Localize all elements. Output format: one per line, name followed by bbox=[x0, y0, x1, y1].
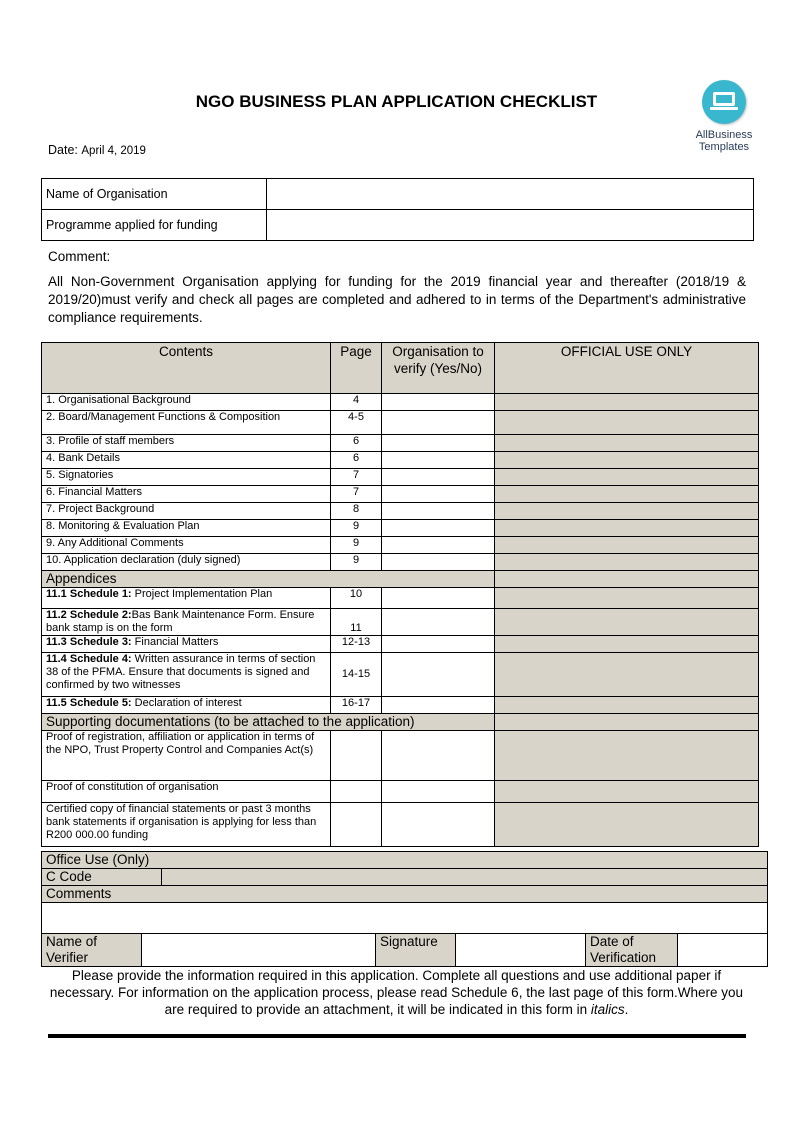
table-row bbox=[42, 636, 759, 653]
document-title: NGO BUSINESS PLAN APPLICATION CHECKLIST bbox=[195, 92, 598, 111]
footer-text-main: Please provide the information required in this application. Complete all questions and use additional paper if necessary. For information on the application process, please read Schedule 6, the last page of this form.Where you are required to provide an attachment, it will be indicated in this form in bbox=[49, 968, 744, 1017]
item-label: 3. Profile of staff members bbox=[42, 435, 331, 452]
item-official-cell bbox=[495, 653, 759, 697]
item-page: 4 bbox=[331, 394, 382, 411]
item-verify-cell[interactable] bbox=[382, 435, 495, 452]
item-official-cell bbox=[495, 486, 759, 503]
item-label: 2. Board/Management Functions & Composition bbox=[42, 411, 331, 435]
item-page: 10 bbox=[331, 588, 382, 609]
item-official-cell bbox=[495, 452, 759, 469]
item-official-cell bbox=[495, 714, 759, 731]
item-official-cell bbox=[495, 803, 759, 847]
item-page: 7 bbox=[331, 469, 382, 486]
item-official-cell bbox=[495, 520, 759, 537]
table-row bbox=[42, 781, 759, 803]
logo-line-1: AllBusiness bbox=[695, 129, 753, 141]
verification-date-field[interactable] bbox=[678, 934, 768, 967]
office-use-title: Office Use (Only) bbox=[42, 852, 768, 869]
bottom-divider bbox=[48, 1034, 746, 1038]
item-verify-cell[interactable] bbox=[382, 503, 495, 520]
item-official-cell bbox=[495, 697, 759, 714]
item-page: 7 bbox=[331, 486, 382, 503]
item-verify-cell[interactable] bbox=[382, 394, 495, 411]
header-official: OFFICIAL USE ONLY bbox=[495, 343, 759, 394]
signature-field[interactable] bbox=[456, 934, 586, 967]
item-verify-cell[interactable] bbox=[382, 731, 495, 781]
item-page: 6 bbox=[331, 435, 382, 452]
header-page: Page bbox=[331, 343, 382, 394]
item-page bbox=[331, 731, 382, 781]
item-page: 9 bbox=[331, 537, 382, 554]
item-official-cell bbox=[495, 411, 759, 435]
appendix-schedule: 11.4 Schedule 4: bbox=[46, 653, 132, 665]
ccode-label: C Code bbox=[42, 869, 162, 886]
appendices-label: Appendices bbox=[42, 571, 495, 588]
verifier-name-label: Name of Verifier bbox=[42, 934, 142, 967]
item-official-cell bbox=[495, 571, 759, 588]
item-label: 8. Monitoring & Evaluation Plan bbox=[42, 520, 331, 537]
item-page: 9 bbox=[331, 520, 382, 537]
item-verify-cell[interactable] bbox=[382, 486, 495, 503]
item-official-cell bbox=[495, 636, 759, 653]
item-page: 9 bbox=[331, 554, 382, 571]
item-verify-cell[interactable] bbox=[382, 452, 495, 469]
table-row bbox=[42, 697, 759, 714]
item-official-cell bbox=[495, 435, 759, 452]
org-name-field[interactable] bbox=[267, 179, 754, 210]
item-page bbox=[331, 803, 382, 847]
comments-field-row bbox=[42, 903, 768, 934]
org-name-row bbox=[42, 179, 754, 210]
appendix-schedule: 11.2 Schedule 2: bbox=[46, 609, 132, 621]
date-label: Date: bbox=[48, 143, 78, 157]
office-comments-label: Comments bbox=[42, 886, 768, 903]
item-verify-cell[interactable] bbox=[382, 411, 495, 435]
table-row bbox=[42, 653, 759, 697]
item-verify-cell[interactable] bbox=[382, 697, 495, 714]
item-official-cell bbox=[495, 781, 759, 803]
item-official-cell bbox=[495, 554, 759, 571]
footer-instructions bbox=[44, 967, 749, 1018]
item-verify-cell[interactable] bbox=[382, 588, 495, 609]
item-verify-cell[interactable] bbox=[382, 537, 495, 554]
programme-field[interactable] bbox=[267, 210, 754, 241]
item-official-cell bbox=[495, 503, 759, 520]
header-verify: Organisation to verify (Yes/No) bbox=[382, 343, 495, 394]
comment-label: Comment: bbox=[48, 249, 111, 264]
org-name-label: Name of Organisation bbox=[42, 179, 267, 210]
checklist-header-row bbox=[42, 343, 759, 394]
comments-label-row bbox=[42, 886, 768, 903]
office-use-table bbox=[41, 851, 768, 967]
item-page: 8 bbox=[331, 503, 382, 520]
office-comments-field[interactable] bbox=[42, 903, 768, 934]
verification-row bbox=[42, 934, 768, 967]
table-row bbox=[42, 731, 759, 781]
laptop-icon bbox=[702, 80, 746, 124]
appendix-label bbox=[42, 609, 331, 636]
item-label: 5. Signatories bbox=[42, 469, 331, 486]
date-line bbox=[48, 143, 146, 157]
appendix-text: Declaration of interest bbox=[131, 697, 242, 709]
item-label: 4. Bank Details bbox=[42, 452, 331, 469]
item-official-cell bbox=[495, 469, 759, 486]
allbusiness-logo bbox=[686, 80, 762, 153]
appendix-label bbox=[42, 697, 331, 714]
table-row bbox=[42, 503, 759, 520]
verification-date-label: Date of Verification bbox=[586, 934, 678, 967]
programme-row bbox=[42, 210, 754, 241]
supporting-item-label: Proof of constitution of organisation bbox=[42, 781, 331, 803]
item-verify-cell[interactable] bbox=[382, 554, 495, 571]
item-label: 9. Any Additional Comments bbox=[42, 537, 331, 554]
organisation-info-table bbox=[41, 178, 754, 241]
signature-label: Signature bbox=[376, 934, 456, 967]
footer-text-end: . bbox=[624, 1002, 629, 1017]
item-page: 16-17 bbox=[331, 697, 382, 714]
table-row bbox=[42, 411, 759, 435]
item-label: 10. Application declaration (duly signed) bbox=[42, 554, 331, 571]
item-label: 1. Organisational Background bbox=[42, 394, 331, 411]
logo-line-2: Templates bbox=[698, 141, 750, 153]
ccode-field[interactable] bbox=[162, 869, 768, 886]
supporting-header-row bbox=[42, 714, 759, 731]
footer-text-italic: italics bbox=[590, 1002, 625, 1017]
table-row bbox=[42, 609, 759, 636]
item-official-cell bbox=[495, 731, 759, 781]
supporting-item-label: Certified copy of financial statements or past 3 months bank statements if organisation is applying for less than R200 000.00 funding bbox=[42, 803, 331, 847]
table-row bbox=[42, 803, 759, 847]
appendices-header-row bbox=[42, 571, 759, 588]
item-verify-cell[interactable] bbox=[382, 653, 495, 697]
verifier-name-field[interactable] bbox=[142, 934, 376, 967]
appendix-text: Project Implementation Plan bbox=[131, 588, 273, 600]
table-row bbox=[42, 537, 759, 554]
item-page: 14-15 bbox=[331, 653, 382, 697]
item-page: 12-13 bbox=[331, 636, 382, 653]
item-page bbox=[331, 781, 382, 803]
table-row bbox=[42, 452, 759, 469]
appendix-label bbox=[42, 653, 331, 697]
appendix-label bbox=[42, 588, 331, 609]
item-verify-cell[interactable] bbox=[382, 469, 495, 486]
item-verify-cell[interactable] bbox=[382, 636, 495, 653]
supporting-label: Supporting documentations (to be attached to the application) bbox=[42, 714, 495, 731]
supporting-item-label: Proof of registration, affiliation or application in terms of the NPO, Trust Property Control and Companies Act(s) bbox=[42, 731, 331, 781]
table-row bbox=[42, 486, 759, 503]
comment-text: All Non-Government Organisation applying for funding for the 2019 financial year and thereafter (2018/19 & 2019/20)must verify and check all pages are completed and adhered to in terms of the Department's administrative compliance requirements. bbox=[48, 274, 746, 325]
item-official-cell bbox=[495, 394, 759, 411]
appendix-schedule: 11.3 Schedule 3: bbox=[46, 636, 132, 648]
table-row bbox=[42, 554, 759, 571]
table-row bbox=[42, 394, 759, 411]
table-row bbox=[42, 435, 759, 452]
item-page: 4-5 bbox=[331, 411, 382, 435]
appendix-text: Bas Bank Maintenance Form. Ensure bank stamp is on the form bbox=[46, 609, 315, 634]
item-page: 11 bbox=[331, 609, 382, 636]
appendix-schedule: 11.1 Schedule 1: bbox=[46, 588, 132, 600]
header-contents: Contents bbox=[42, 343, 331, 394]
programme-label: Programme applied for funding bbox=[42, 210, 267, 241]
appendix-schedule: 11.5 Schedule 5: bbox=[46, 697, 132, 709]
item-verify-cell[interactable] bbox=[382, 520, 495, 537]
date-value: April 4, 2019 bbox=[81, 145, 146, 157]
item-official-cell bbox=[495, 588, 759, 609]
item-page: 6 bbox=[331, 452, 382, 469]
item-verify-cell[interactable] bbox=[382, 609, 495, 636]
item-label: 6. Financial Matters bbox=[42, 486, 331, 503]
item-label: 7. Project Background bbox=[42, 503, 331, 520]
table-row bbox=[42, 520, 759, 537]
checklist-table bbox=[41, 342, 759, 847]
appendix-label bbox=[42, 636, 331, 653]
item-official-cell bbox=[495, 537, 759, 554]
appendix-text: Financial Matters bbox=[131, 636, 219, 648]
item-verify-cell[interactable] bbox=[382, 781, 495, 803]
item-official-cell bbox=[495, 609, 759, 636]
table-row bbox=[42, 588, 759, 609]
ccode-row bbox=[42, 869, 768, 886]
item-verify-cell[interactable] bbox=[382, 803, 495, 847]
office-title-row bbox=[42, 852, 768, 869]
table-row bbox=[42, 469, 759, 486]
appendix-text: Written assurance in terms of section 38 of the PFMA. Ensure that documents is signed and confirmed by two witnesses bbox=[46, 653, 316, 691]
